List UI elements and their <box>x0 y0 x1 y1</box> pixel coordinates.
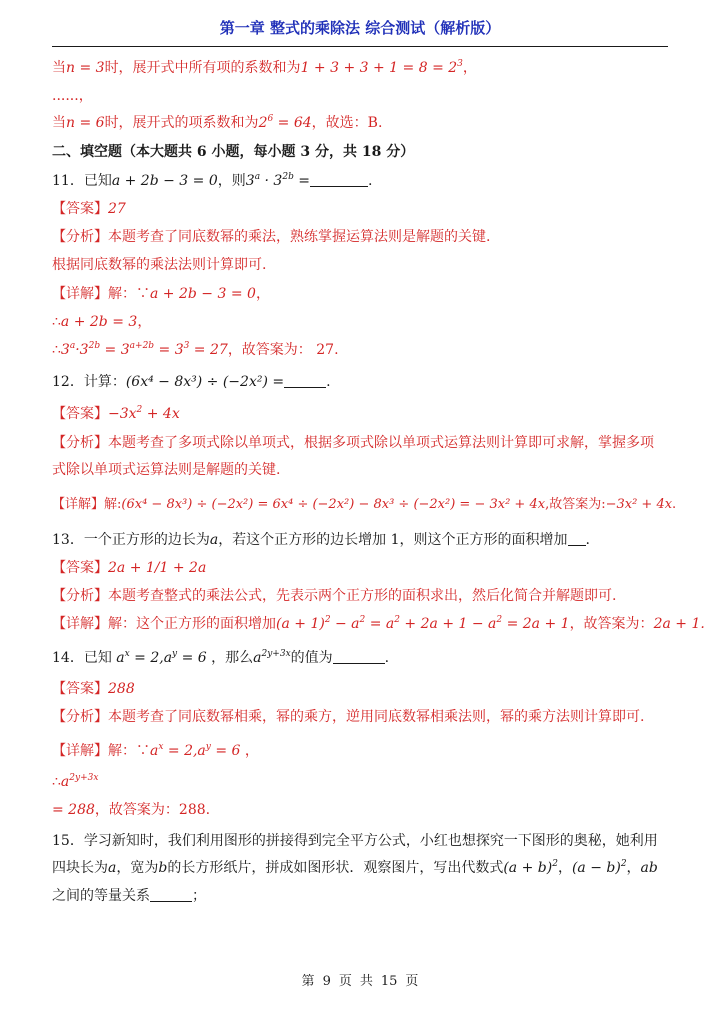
page-header-title: 第一章 整式的乘除法 综合测试（解析版） <box>52 10 668 47</box>
q11-analysis: 【分析】本题考查了同底数幂的乘法，熟练掌握运算法则是解题的关键. <box>52 229 491 245</box>
q14-answer: 【答案】288 <box>52 681 135 697</box>
q11-stem: 11．已知a + 2b − 3 = 0，则$3^a \cdot 3^{2b}$ = . <box>52 172 373 189</box>
page-number: 9 <box>322 974 331 989</box>
prev-line-2: ......， <box>52 88 93 104</box>
q12-detail: 【详解】解:(6x⁴ − 8x³) ÷ (−2x²) = 6x⁴ ÷ (−2x²) − 8x³ ÷ (−2x²) = − 3x² + 4x,故答案为:−3x² + 4x. <box>52 497 677 512</box>
q12-answer: 【答案】$-3x^2 + 4x$ <box>52 405 180 422</box>
q15-line-1: 15．学习新知时，我们利用图形的拼接得到完全平方公式，小红也想探究一下图形的奥秘，她利用 <box>52 833 658 849</box>
prev-line-1: 当n = 3时，展开式中所有项的系数和为$1 + 3 + 3 + 1 = 8 = 2^3$， <box>52 59 477 76</box>
q11-analysis-2: 根据同底数幂的乘法法则计算即可. <box>52 257 267 273</box>
q12-stem: 12．计算：(6x⁴ − 8x³) ÷ (−2x²) = . <box>52 374 331 390</box>
q15-line-3: 之间的等量关系 ； <box>52 888 206 904</box>
section-title: 二、填空题（本大题共 6 小题，每小题 3 分，共 18 分） <box>52 144 415 160</box>
q11-detail-2: ∴a + 2b = 3， <box>52 314 152 330</box>
q15-line-2: 四块长为a，宽为b的长方形纸片，拼成如图形状．观察图片，写出代数式$(a + b)^2$，$(a - b)^2$，ab <box>52 859 658 876</box>
q14-detail-1: 【详解】解：$\because a^x = 2,a^y = 6$ ， <box>52 742 259 759</box>
q13-answer: 【答案】2a + 1/1 + 2a <box>52 560 207 576</box>
q14-detail-3: = 288，故答案为：288. <box>52 802 211 818</box>
q14-analysis: 【分析】本题考查了同底数幂相乘，幂的乘方，逆用同底数幂相乘法则，幂的乘方法则计算即可. <box>52 709 645 725</box>
page-footer: 第 9 页 共 15 页 <box>301 974 419 989</box>
prev-line-3: 当n = 6时，展开式的项系数和为$2^6 = 64$，故选：B. <box>52 114 383 131</box>
answer-blank <box>568 531 586 546</box>
page-total: 15 <box>380 974 398 989</box>
answer-blank <box>333 649 385 664</box>
q11-answer: 【答案】27 <box>52 201 126 217</box>
q13-stem: 13．一个正方形的边长为a，若这个正方形的边长增加 1，则这个正方形的面积增加 . <box>52 532 590 548</box>
q14-detail-2: $\therefore a^{2y+3x}$ <box>52 773 99 790</box>
q13-detail: 【详解】解：这个正方形的面积增加$(a + 1)^2 - a^2 = a^2 + 2a + 1 - a^2 = 2a + 1$，故答案为：2a + 1. <box>52 615 705 632</box>
q12-analysis: 【分析】本题考查了多项式除以单项式，根据多项式除以单项式运算法则计算即可求解，掌握多项 <box>52 435 654 451</box>
answer-blank <box>310 172 368 187</box>
q11-detail-3: $\therefore 3^a\cdot 3^{2b} = 3^{a+2b} = 3^3 = 27$，故答案为： 27. <box>52 341 339 358</box>
answer-blank <box>150 887 192 902</box>
q12-analysis-2: 式除以单项式运算法则是解题的关键. <box>52 462 281 478</box>
answer-blank <box>284 373 326 388</box>
q11-detail-1: 【详解】解：∵a + 2b − 3 = 0， <box>52 286 270 302</box>
q14-stem: 14．已知 $a^x = 2,a^y = 6$ ，那么$a^{2y+3x}$的值为 . <box>52 649 390 666</box>
q13-analysis: 【分析】本题考查整式的乘法公式，先表示两个正方形的面积求出，然后化简合并解题即可. <box>52 588 617 604</box>
